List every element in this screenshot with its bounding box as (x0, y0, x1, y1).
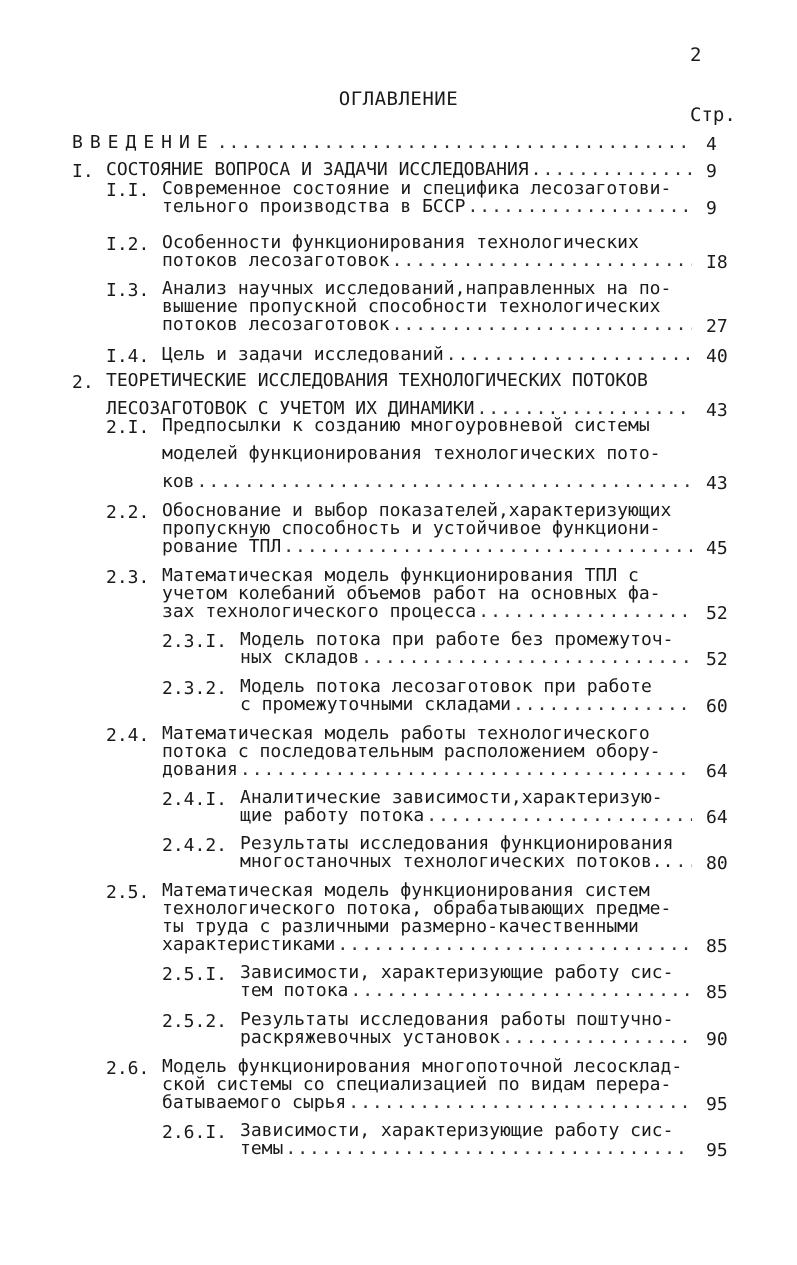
toc-entry-title-line: с промежуточными складами (240, 694, 511, 715)
toc-entry-page: 85 (706, 936, 728, 957)
toc-entry-title-line: Математическая модель функционирования ТПЛ с (162, 565, 639, 586)
toc-entry-title-line: учетом колебаний объемов работ на основных фа- (162, 583, 661, 604)
toc-entry-number: 2. (72, 372, 94, 393)
toc-entry-page: 43 (706, 473, 728, 494)
toc-entry-title-line: Математическая модель работы технологического (162, 723, 650, 744)
toc-entry-number: I.3. (106, 280, 150, 301)
toc-entry-page: 95 (706, 1140, 728, 1161)
dot-leader (513, 696, 692, 714)
toc-entry-title-line: Результаты исследования функционирования (240, 833, 674, 854)
toc-entry-title-line: Предпосылки к созданию многоуровневой системы (162, 415, 650, 436)
toc-entry-title-line: зах технологического процесса (162, 601, 477, 622)
toc-entry-title-line: моделей функционирования технологических пото- (162, 443, 661, 464)
toc-entry-page: 52 (706, 649, 728, 670)
toc-entry-title-line: Обоснование и выбор показателей,характеризующих (162, 500, 672, 521)
toc-entry-page: 90 (706, 1029, 728, 1050)
toc-entry-number: 2.4.I. (162, 789, 228, 810)
toc-entry-title-line: пропускную способность и устойчивое функциони- (162, 518, 661, 539)
toc-entry-title-line: ЛЕСОЗАГОТОВОК С УЧЕТОМ ИХ ДИНАМИКИ (106, 398, 475, 419)
dot-leader (337, 936, 692, 954)
toc-entry-title-line: Зависимости, характеризующие работу сис- (240, 962, 674, 983)
dot-leader (283, 538, 692, 556)
dot-leader (197, 473, 692, 491)
toc-entry-page: 27 (706, 316, 728, 337)
page-number: 2 (690, 44, 702, 66)
toc-entry-title-line: дования (162, 759, 238, 780)
toc-entry-number: 2.4. (106, 725, 150, 746)
toc-entry-title-line: Модель потока при работе без промежуточ- (240, 629, 674, 650)
toc-entry-page: 64 (706, 807, 728, 828)
toc-entry-title-line: СОСТОЯНИЕ ВОПРОСА И ЗАДАЧИ ИССЛЕДОВАНИЯ (106, 159, 529, 180)
toc-entry-title-line: ской системы со специализацией по видам перера- (162, 1074, 672, 1095)
toc-entry-number: 2.6. (106, 1058, 150, 1079)
toc-entry-title-line: потока с последовательным расположением обору- (162, 741, 661, 762)
toc-entry-title-line: Математическая модель функционирования систем (162, 880, 650, 901)
toc-entry-page: 9 (706, 161, 717, 182)
toc-entry-title-line: тем потока (240, 980, 349, 1001)
toc-entry-title-line: технологического потока, обрабатывающих предме- (162, 898, 672, 919)
dot-leader (467, 198, 692, 216)
toc-entry-number: I.4. (106, 346, 150, 367)
toc-entry-number: I. (72, 161, 94, 182)
dot-leader (350, 982, 692, 1000)
dot-leader (531, 161, 692, 179)
dot-leader (285, 1140, 692, 1158)
toc-entry-page: 60 (706, 696, 728, 717)
dot-leader (478, 603, 692, 621)
toc-entry-title-line: ТЕОРЕТИЧЕСКИЕ ИССЛЕДОВАНИЯ ТЕХНОЛОГИЧЕСКИХ ПОТОКОВ (106, 370, 648, 391)
toc-entry-title-line: ных складов (240, 647, 360, 668)
toc-entry-number: 2.I. (106, 417, 150, 438)
toc-entry-title-line: Модель функционирования многопоточной лесосклад- (162, 1056, 683, 1077)
toc-entry-title-line: тельного производства в БССР (162, 196, 466, 217)
toc-entry-title-line: Модель потока лесозаготовок при работе (240, 676, 652, 697)
toc-entry-page: 9 (706, 198, 717, 219)
toc-entry-title-line: Результаты исследования работы поштучно- (240, 1009, 674, 1030)
toc-entry-page: 64 (706, 761, 728, 782)
toc-entry-title-line: Особенности функционирования технологических (162, 232, 639, 253)
toc-entry-title-line: раскряжевочных установок (240, 1027, 501, 1048)
toc-entry-title-line: вышение пропускной способности технологических (162, 296, 661, 317)
toc-entry-page: 40 (706, 346, 728, 367)
toc-entry-title-line: потоков лесозаготовок (162, 250, 390, 271)
dot-leader (426, 807, 692, 825)
dot-leader (392, 252, 692, 270)
dot-leader (348, 1094, 692, 1112)
dot-leader (361, 649, 692, 667)
toc-entry-page: 95 (706, 1094, 728, 1115)
toc-entry-page: 85 (706, 982, 728, 1003)
toc-entry-page: I8 (706, 252, 728, 273)
toc-entry-page: 43 (706, 400, 728, 421)
toc-entry-title-line: ков (162, 471, 195, 492)
toc-entry-title-line: батываемого сырья (162, 1092, 347, 1113)
toc-entry-page: 80 (706, 853, 728, 874)
toc-entry-number: I.I. (106, 180, 150, 201)
dot-leader (240, 761, 692, 779)
toc-entry-number: 2.6.I. (162, 1122, 228, 1143)
toc-entry-number: 2.5. (106, 882, 150, 903)
toc-entry-title-line: щие работу потока (240, 805, 425, 826)
toc-entry-title-line: Анализ научных исследований,направленных на по- (162, 278, 672, 299)
toc-entry-number: 2.3.2. (162, 678, 228, 699)
toc-entry-page: 52 (706, 603, 728, 624)
toc-entry-title-line: Зависимости, характеризующие работу сис- (240, 1120, 674, 1141)
toc-entry-title-line: Цель и задачи исследований (162, 344, 444, 365)
toc-entry-title-line: ВВЕДЕНИЕ (72, 132, 215, 153)
toc-entry-number: 2.5.I. (162, 964, 228, 985)
toc-entry-number: 2.5.2. (162, 1011, 228, 1032)
toc-entry-number: 2.2. (106, 502, 150, 523)
toc-entry-page: 4 (706, 134, 717, 155)
toc-entry-title-line: характеристиками (162, 934, 336, 955)
toc-entry-title-line: Современное состояние и специфика лесозаготови- (162, 178, 672, 199)
toc-entry-number: 2.4.2. (162, 835, 228, 856)
dot-leader (392, 316, 692, 334)
toc-entry-title-line: многостаночных технологических потоков.. (240, 851, 674, 872)
toc-entry-number: 2.3. (106, 567, 150, 588)
toc-entry-title-line: темы (240, 1138, 284, 1159)
toc-entry-number: 2.3.I. (162, 631, 228, 652)
toc-entry-page: 45 (706, 538, 728, 559)
dot-leader (502, 1029, 692, 1047)
toc-entry-number: I.2. (106, 234, 150, 255)
dot-leader (446, 346, 692, 364)
page-column-header: Стр. (690, 104, 736, 126)
dot-leader (217, 134, 692, 152)
toc-entry-title-line: Аналитические зависимости,характеризую- (240, 787, 663, 808)
toc-entry-title-line: потоков лесозаготовок (162, 314, 390, 335)
toc-entry-title-line: рование ТПЛ (162, 536, 282, 557)
toc-title: ОГЛАВЛЕНИЕ (338, 88, 459, 110)
dot-leader (675, 853, 692, 871)
toc-entry-title-line: ты труда с различными размерно-качественными (162, 916, 639, 937)
